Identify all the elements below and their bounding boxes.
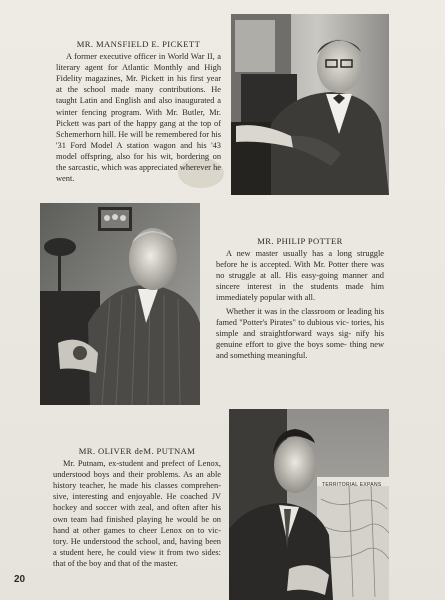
- bio-line: year at the school made many contributions. He: [56, 74, 221, 95]
- bio-line: '43 model offspring, also for his wit, bordering: [56, 140, 221, 161]
- bio-line: tories, his simple and straightforward ways sig-: [216, 317, 384, 338]
- bio-line: tory. He understood the school, and, having: [53, 536, 206, 546]
- potter-bio-paragraph-1: [216, 248, 384, 303]
- bio-line: Schemerhorn hill. He will be remembered for: [56, 129, 212, 139]
- bio-line: taught Latin and English and also inaugurated: [56, 96, 218, 106]
- bio-line: nify his genuine effort to give the boys some-: [216, 328, 385, 349]
- potter-photo: [40, 203, 200, 405]
- bio-line: been a student here, he could view it from two: [53, 536, 221, 557]
- putnam-text-block: [53, 446, 221, 569]
- potter-bio-paragraph-2: [216, 306, 384, 361]
- bio-line: a winter fencing program. With Mr. Butler, Mr.: [56, 96, 221, 117]
- bio-line: Pickett was part of the happy gang at the top of: [56, 118, 221, 128]
- bio-line: immediately popular with all.: [216, 293, 316, 303]
- potter-text-block: [216, 236, 384, 361]
- bio-line: sive, interesting and enjoyable. He coached JV: [53, 492, 221, 502]
- bio-line: was no struggle at all. His easy-going manner: [216, 260, 384, 281]
- bio-line: and sincere interest in the students made him: [216, 271, 384, 292]
- bio-line: Mr. Putnam, ex-student and prefect of Lenox,: [63, 459, 221, 469]
- bio-line: sides: that of the boy and that of the master.: [53, 547, 221, 568]
- bio-line: A new master usually has a long struggle: [226, 249, 384, 259]
- bio-line: hand at other games to cheer Lenox on to vic-: [53, 525, 221, 535]
- bio-line: his '31 Ford Model A station wagon and his: [56, 129, 221, 150]
- pickett-heading: MR. MANSFIELD E. PICKETT: [76, 39, 201, 49]
- putnam-photo: [229, 409, 389, 600]
- bio-line: his famed "Potter's Pirates" to dubious vic-: [216, 306, 384, 327]
- putnam-bio: [53, 458, 221, 569]
- pickett-photo: [231, 14, 389, 195]
- bio-line: understood boys and their problems. As an able: [53, 470, 221, 480]
- bio-line: thing new and something meaningful.: [216, 339, 385, 360]
- bio-line: A former executive officer in World War: [66, 52, 208, 62]
- bio-line: he went.: [56, 163, 221, 184]
- bio-line: II, a literary agent for Atlantic Monthly: [56, 52, 222, 73]
- bio-line: on the sarcastic, which was appreciated wherever: [56, 151, 221, 173]
- bio-line: own team had finished playing he would be on: [53, 514, 221, 524]
- bio-line: Whether it was in the classroom or leading: [226, 306, 375, 316]
- potter-heading: MR. PHILIP POTTER: [257, 236, 343, 246]
- bio-line: hockey and soccer with zeal, and often after his: [53, 503, 221, 513]
- pickett-bio: [56, 51, 221, 184]
- map-label: TERRITORIAL EXPANS: [322, 482, 382, 488]
- bio-line: and High Fidelity magazines, Mr. Pickett in his first: [56, 63, 222, 84]
- bio-line: history teacher, he made his classes comprehen-: [53, 481, 221, 491]
- page-number: 20: [14, 574, 26, 585]
- bio-line: before he is accepted. With Mr. Potter there: [216, 260, 371, 270]
- pickett-text-block: [56, 39, 221, 184]
- putnam-heading: MR. OLIVER deM. PUTNAM: [78, 446, 196, 456]
